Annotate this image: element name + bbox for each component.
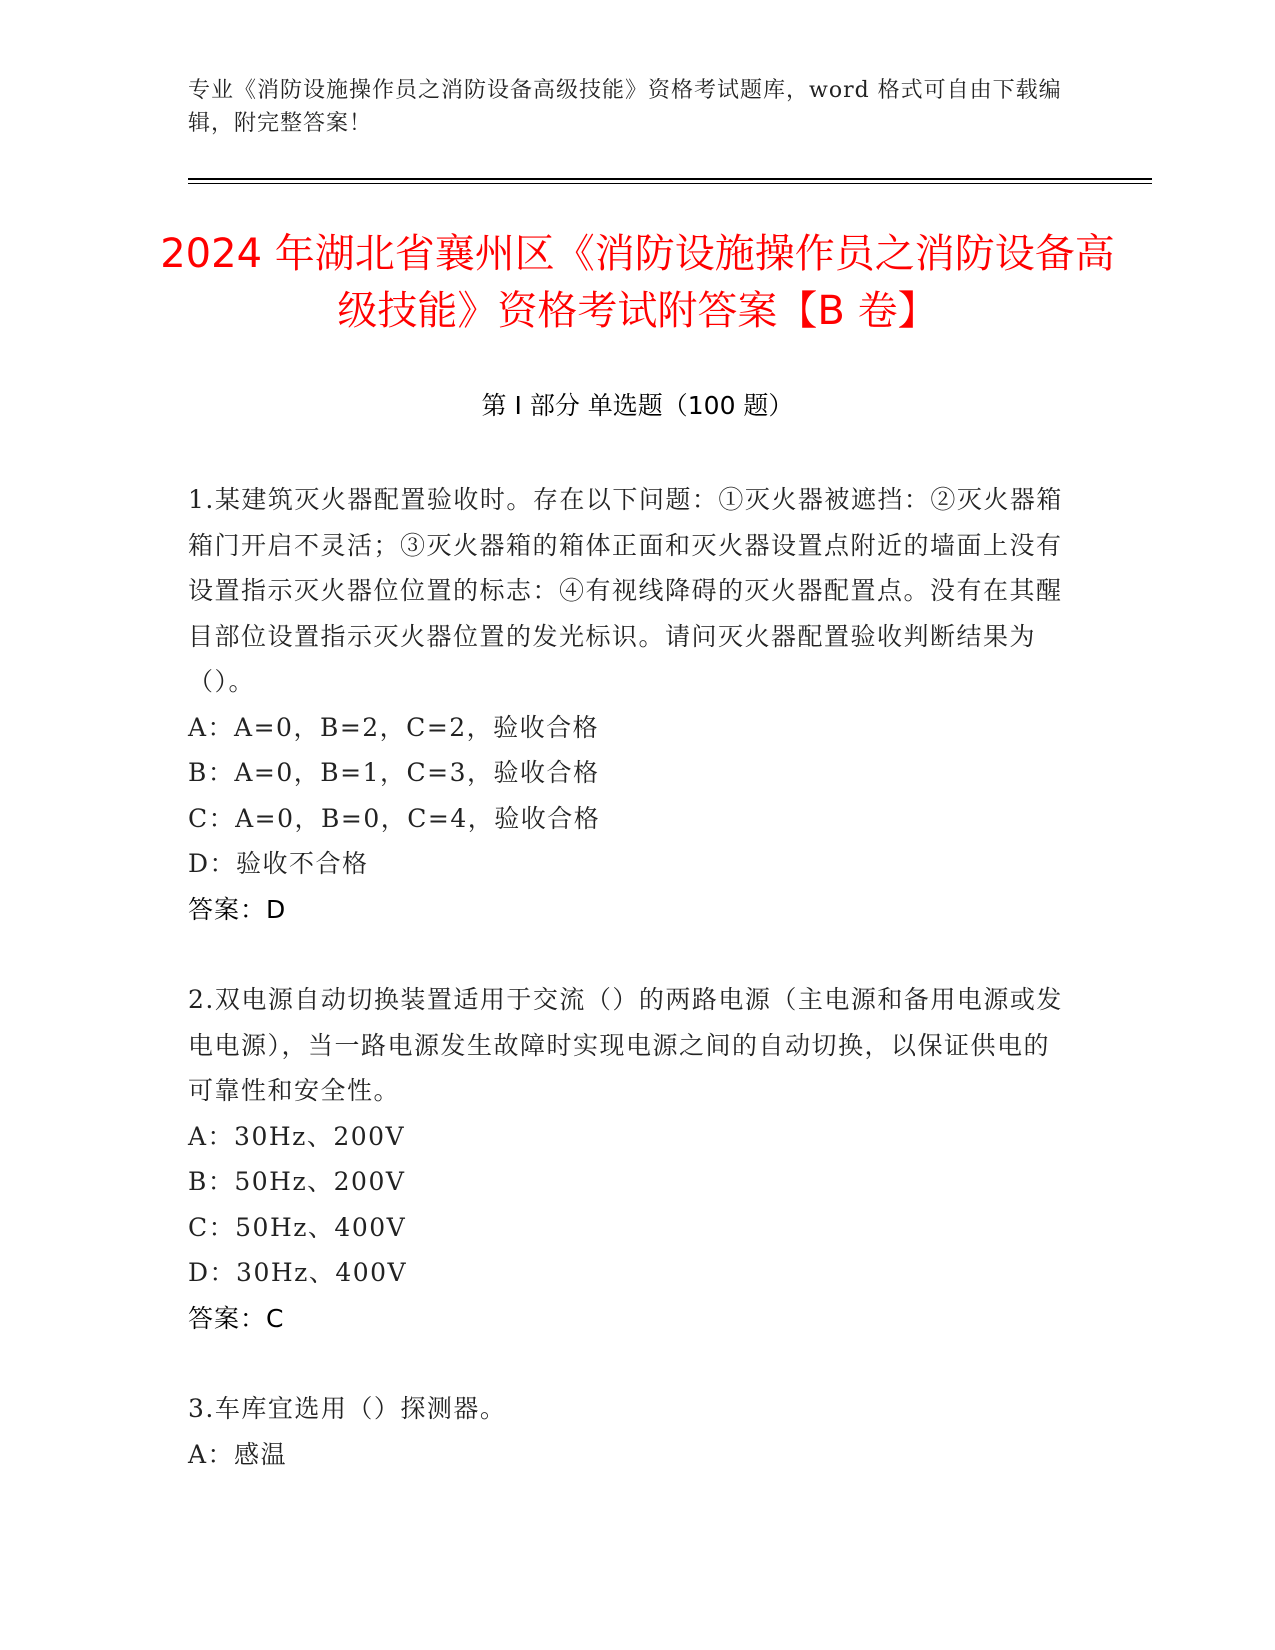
question-spacer [188,1341,1068,1386]
document-title: 2024 年湖北省襄州区《消防设施操作员之消防设备高级技能》资格考试附答案【B 卷】 [160,231,1115,334]
question-1 [188,477,1068,932]
question-3 [188,1386,1068,1477]
header-divider-thin [188,183,1152,184]
question-list [188,477,1068,1477]
option-a: A：A=0，B=2，C=2，验收合格 [188,712,600,742]
option-c: C：50Hz、400V [188,1212,407,1242]
option-a: A：30Hz、200V [188,1121,406,1151]
option-b: B：A=0，B=1，C=3，验收合格 [188,758,600,787]
answer: 答案：C [188,1303,285,1333]
option-d: D：30Hz、400V [188,1258,408,1287]
header-note: 专业《消防设施操作员之消防设备高级技能》资格考试题库，word 格式可自由下载编辑，附完整答案！ [188,78,1062,136]
option-a: A：感温 [188,1439,288,1469]
question-spacer [188,932,1068,977]
section-title: 第 I 部分 单选题（100 题） [481,391,794,420]
question-stem: 3.车库宜选用（）探测器。 [188,1394,507,1423]
question-stem: 1.某建筑灭火器配置验收时。存在以下问题：①灭火器被遮挡：②灭火器箱箱门开启不灵活；③灭火器箱的箱体正面和灭火器设置点附近的墙面上没有设置指示灭火器位位置的标志：④有视线降碍的灭火器配置点。没有在其醒目部位设置指示灭火器位置的发光标识。请问灭火器配置验收判断结果为（）。 [188,485,1063,696]
question-2 [188,977,1068,1341]
option-c: C：A=0，B=0，C=4，验收合格 [188,803,601,833]
option-d: D：验收不合格 [188,849,369,878]
header-divider-thick [188,178,1152,180]
answer: 答案：D [188,894,287,924]
question-stem: 2.双电源自动切换装置适用于交流（）的两路电源（主电源和备用电源或发电电源），当一路电源发生故障时实现电源之间的自动切换，以保证供电的可靠性和安全性。 [188,985,1063,1105]
option-b: B：50Hz、200V [188,1167,406,1196]
